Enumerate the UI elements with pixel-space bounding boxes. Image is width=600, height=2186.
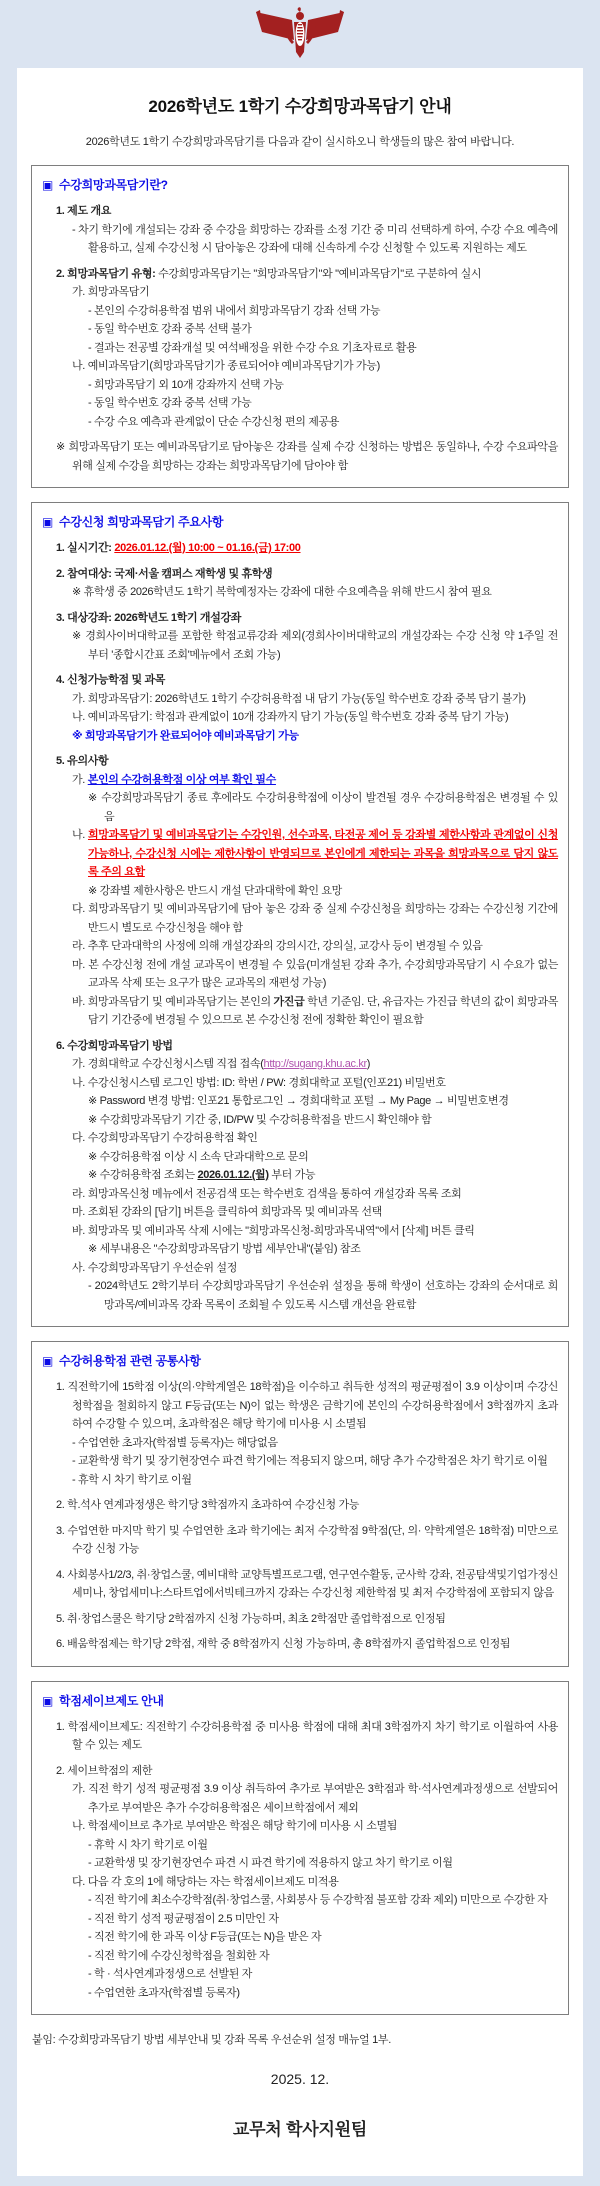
attachment-note: 붙임: 수강희망과목담기 방법 세부안내 및 강좌 목록 우선순위 설정 매뉴얼 1부. (32, 2034, 391, 2046)
text-line (42, 937, 558, 956)
text-line (42, 1891, 558, 1910)
text-line (42, 265, 558, 284)
section-title: 수강신청 희망과목담기 주요사항 (59, 515, 224, 529)
text-line (42, 1111, 558, 1130)
section-title: 수강허용학점 관련 공통사항 (59, 1354, 201, 1368)
text-segment: ※ 강좌별 제한사항은 반드시 개설 단과대학에 확인 요망 (88, 884, 342, 897)
text-segment: - 교환학생 및 장기현장연수 파견 시 파견 학기에 적용하지 않고 차기 학기로 이월 (88, 1857, 453, 1869)
text-line (42, 690, 558, 709)
text-segment: - 직전 학기에 수강신청학점을 철회한 자 (88, 1949, 270, 1962)
text-segment: 나. 예비과목담기(희망과목담기가 종료되어야 예비과목담기가 가능) (72, 360, 380, 372)
section-key-details (31, 502, 569, 1327)
text-line (42, 1037, 558, 1056)
section-title: 학점세이브제도 안내 (59, 1693, 164, 1708)
text-line (42, 1873, 558, 1892)
text-line (42, 1434, 558, 1453)
text-line (42, 1965, 558, 1984)
text-line (42, 1762, 558, 1781)
text-segment: ※ 희망과목담기 또는 예비과목담기로 담아놓은 강좌를 실제 수강 신청하는 방법은 동일하나, 수강 수요파악을 위해 실제 수강을 희망하는 강좌는 희망과목담기에 담아야 함 (56, 441, 558, 472)
text-line (42, 1259, 558, 1278)
text-segment: - 수강 수요 예측과 관계없이 단순 수강신청 편의 제공용 (88, 415, 340, 428)
text-line (42, 1203, 558, 1222)
text-segment: - 휴학 시 차기 학기로 이월 (88, 1838, 208, 1851)
text-line (42, 1928, 558, 1947)
text-line (42, 956, 558, 993)
text-line (42, 752, 558, 771)
text-segment: 2026.01.12.(월) 10:00 ~ 01.16.(금) 17:00 (114, 542, 301, 554)
text-segment: 가. 희망과목담기: 2026학년도 1학기 수강허용학점 내 담기 가능(동일 학수번호 강좌 중복 담기 불가) (72, 692, 526, 705)
text-segment: 마. 조회된 강좌의 [담기] 버튼을 클릭하여 희망과목 및 예비과목 선택 (72, 1206, 382, 1218)
text-segment: 다. 수강희망과목담기 수강허용학점 확인 (72, 1132, 258, 1144)
text-segment: - 동일 학수번호 강좌 중복 선택 가능 (88, 397, 252, 409)
section-body (42, 1718, 558, 2003)
text-line (42, 1522, 558, 1559)
text-segment: - 동일 학수번호 강좌 중복 선택 불가 (88, 323, 252, 335)
text-line (42, 376, 558, 395)
text-segment: ※ 수강허용학점 조회는 (88, 1169, 198, 1181)
text-line (42, 1984, 558, 2003)
issuing-team: 교무처 학사지원팀 (232, 2120, 368, 2139)
text-segment: 4. 사회봉사1/2/3, 취·창업스쿨, 예비대학 교양특별프로그램, 연구연수활동, 군사학 강좌, 전공탐색및기업가정신 세미나, 창업세미나:스타트업에서빅테크까지 강좌는 수강신청 제한학점 및 최저 수강학점에 포함되지 않음 (56, 1568, 558, 1599)
text-segment: 1. 제도 개요 (56, 205, 111, 217)
text-segment: - 차기 학기에 개설되는 강좌 중 수강을 희망하는 강좌를 소정 기간 중 미리 선택하게 하여, 수강 수요 예측에 활용하고, 실제 수강신청 시 담아놓은 강좌에 대해 신속하게 수강 신청할 수 있도록 지원하는 제도 (72, 223, 558, 254)
text-line (42, 302, 558, 321)
text-line (42, 394, 558, 413)
text-segment: - 직전 학기에 한 과목 이상 F등급(또는 N)을 받은 자 (88, 1931, 322, 1943)
text-line (42, 1610, 558, 1629)
text-line (42, 1055, 558, 1074)
text-line (42, 1947, 558, 1966)
section-credit-save (31, 1681, 569, 2016)
text-line (42, 583, 558, 602)
text-line (42, 727, 558, 746)
text-segment: 다. 희망과목담기 및 예비과목담기에 담아 놓은 강좌 중 실제 수강신청을 희망하는 강좌는 수강신청 기간에 반드시 별도로 수강신청을 해야 함 (72, 903, 558, 934)
text-line (42, 339, 558, 358)
text-segment: ※ 희망과목담기가 완료되어야 예비과목담기 가능 (72, 729, 299, 742)
text-segment: 가. 경희대학교 수강신청시스템 직접 접속( (72, 1058, 264, 1070)
square-bullet-icon: ▣ (42, 515, 54, 529)
text-segment: 1. 실시기간: (56, 542, 115, 554)
text-line (42, 1854, 558, 1873)
text-line (42, 1471, 558, 1490)
text-segment: 6. 수강희망과목담기 방법 (56, 1039, 173, 1052)
text-segment: 6. 배움학점제는 학기당 2학점, 재학 중 8학점까지 신청 가능하며, 총 8학점까지 졸업학점으로 인정됨 (56, 1638, 511, 1650)
text-segment: ※ 세부내용은 "수강희망과목담기 방법 세부안내"(붙임) 참조 (88, 1243, 361, 1255)
text-line (42, 708, 558, 727)
text-segment: 2. 참여대상: 국제·서울 캠퍼스 재학생 및 휴학생 (56, 567, 273, 580)
text-line (42, 1836, 558, 1855)
notice-document (17, 68, 583, 2176)
text-segment: ※ 수강희망과목담기 기간 중, ID/PW 및 수강허용학점을 반드시 확인해야 함 (88, 1113, 432, 1126)
section-heading (42, 513, 558, 530)
text-segment: - 희망과목담기 외 10개 강좌까지 선택 가능 (88, 378, 284, 391)
text-segment: 가진급 (273, 995, 305, 1008)
section-heading (42, 1352, 558, 1369)
text-segment: - 본인의 수강허용학점 범위 내에서 희망과목담기 강좌 선택 가능 (88, 304, 381, 317)
text-line (42, 1635, 558, 1654)
text-line (42, 1166, 558, 1185)
text-segment: 나. 학점세이브로 추가로 부여받은 학점은 해당 학기에 미사용 시 소멸됨 (72, 1820, 398, 1832)
text-segment: 마. 본 수강신청 전에 개설 교과목이 변경될 수 있음(미개설된 강좌 추가, 수강희망과목담기 시 수요가 없는 교과목 삭제 또는 요구가 많은 교과목의 재편성 가능) (72, 958, 558, 989)
section-heading (42, 1692, 558, 1709)
page-title: 2026학년도 1학기 수강희망과목담기 안내 (148, 97, 452, 116)
text-segment: 1. 직전학기에 15학점 이상(의·약학계열은 18학점)을 이수하고 취득한 성적의 평균평점이 3.9 이상이며 수강신청학점을 철회하지 않고 F등급(또는 N)이 없는 학생은 금학기에 본인의 수강허용학점에서 3학점까지 초과하여 수강할 수 있으며, 초과학점은 해당 학기에 미사용 시 소멸됨 (56, 1381, 558, 1430)
section-credit-limits (31, 1341, 569, 1667)
text-line (42, 1240, 558, 1259)
text-segment: 수강희망과목담기는 "희망과목담기"와 "예비과목담기"로 구분하여 실시 (155, 267, 482, 280)
text-segment: 희망과목담기 및 예비과목담기는 수강인원, 선수과목, 타전공 제어 등 강좌별 제한사항과 관계없이 신청 가능하나, 수강신청 시에는 제한사항이 반영되므로 본인에게 제한되는 과목을 희망과목으로 담지 않도록 주의 요함 (87, 829, 558, 878)
text-segment: 본인의 수강허용학점 이상 여부 확인 필수 (87, 773, 276, 786)
text-segment: 5. 유의사항 (56, 755, 109, 767)
square-bullet-icon: ▣ (42, 1354, 54, 1368)
text-line (42, 993, 558, 1030)
text-line (42, 565, 558, 584)
sugang-system-link[interactable]: http://sugang.khu.ac.kr (263, 1058, 367, 1070)
text-segment: 3. 수업연한 마지막 학기 및 수업연한 초과 학기에는 최저 수강학점 9학점(단, 의· 약학계열은 18학점) 미만으로 수강 신청 가능 (56, 1524, 558, 1555)
text-segment: 바. 희망과목담기 및 예비과목담기는 본인의 (72, 995, 274, 1008)
text-line (42, 1378, 558, 1434)
text-segment: 가. (72, 773, 88, 786)
text-line (42, 671, 558, 690)
text-line (42, 1780, 558, 1817)
text-line (42, 826, 558, 882)
text-line (42, 1129, 558, 1148)
text-line (42, 539, 558, 558)
section-title: 수강희망과목담기란? (59, 178, 168, 192)
text-segment: - 수업연한 초과자(학점별 등록자) (88, 1986, 240, 1999)
text-segment: ※ 수강희망과목담기 종료 후에라도 수강허용학점에 이상이 발견될 경우 수강허용학점은 변경될 수 있음 (88, 792, 558, 823)
text-segment: 라. 추후 단과대학의 사정에 의해 개설강좌의 강의시간, 강의실, 교강사 등이 변경될 수 있음 (72, 940, 483, 952)
text-segment: ※ Password 변경 방법: 인포21 통합로그인 → 경희대학교 포털 → My Page → 비밀번호변경 (88, 1095, 509, 1107)
text-segment: 나. (72, 829, 88, 841)
text-line (42, 882, 558, 901)
text-segment: - 수업연한 초과자(학점별 등록자)는 해당없음 (72, 1436, 278, 1449)
text-segment: 나. 수강신청시스템 로그인 방법: ID: 학번 / PW: 경희대학교 포털(인포21) 비밀번호 (72, 1076, 446, 1089)
text-line (42, 609, 558, 628)
text-segment: 3. 대상강좌: 2026학년도 1학기 개설강좌 (56, 611, 242, 624)
intro-text: 2026학년도 1학기 수강희망과목담기를 다음과 같이 실시하오니 학생들의 많은 참여 바랍니다. (85, 136, 515, 148)
text-line (42, 771, 558, 790)
text-line (42, 413, 558, 432)
text-segment: - 결과는 전공별 강좌개설 및 여석배정을 위한 수강 수요 기초자료로 활용 (88, 341, 417, 354)
text-segment: 다. 다음 각 호의 1에 해당하는 자는 학점세이브제도 미적용 (72, 1875, 339, 1888)
text-segment: 사. 수강희망과목담기 우선순위 설정 (72, 1261, 237, 1274)
text-line (42, 1222, 558, 1241)
emblem-area (0, 6, 600, 64)
text-line (42, 202, 558, 221)
text-segment: ※ 수강허용학점 이상 시 소속 단과대학으로 문의 (88, 1150, 309, 1163)
text-line (42, 1074, 558, 1093)
text-segment: - 직전 학기 성적 평균평점이 2.5 미만인 자 (88, 1912, 279, 1925)
text-line (42, 438, 558, 475)
text-segment: - 2024학년도 2학기부터 수강희망과목담기 우선순위 설정을 통해 학생이 선호하는 강좌의 순서대로 희망과목/예비과목 강좌 목록이 조회될 수 있도록 시스템 개선을 완료함 (88, 1280, 558, 1311)
text-segment: 5. 취·창업스쿨은 학기당 2학점까지 신청 가능하며, 최초 2학점만 졸업학점으로 인정됨 (56, 1612, 446, 1625)
text-line (42, 1496, 558, 1515)
text-segment: 나. 예비과목담기: 학점과 관계없이 10개 강좌까지 담기 가능(동일 학수번호 강좌 중복 담기 가능) (72, 711, 509, 723)
text-segment: 바. 희망과목 및 예비과목 삭제 시에는 "희망과목신청-희망과목내역"에서 [삭제] 버튼 클릭 (72, 1224, 475, 1237)
square-bullet-icon: ▣ (42, 178, 54, 192)
text-line (42, 221, 558, 258)
section-body (42, 1378, 558, 1654)
text-line (42, 627, 558, 664)
text-line (42, 283, 558, 302)
text-segment: - 교환학생 학기 및 장기현장연수 파견 학기에는 적용되지 않으며, 해당 추가 수강학점은 차기 학기로 이월 (72, 1455, 548, 1467)
text-line (42, 1092, 558, 1111)
section-body (42, 202, 558, 475)
section-body (42, 539, 558, 1314)
text-segment: 학년 기준임. 단, 유급자는 가진급 학년의 값이 희망과목담기 기간중에 변경될 수 있으므로 본 수강신청 전에 정확한 확인이 필요함 (88, 995, 558, 1026)
text-segment: 1. 학점세이브제도: 직전학기 수강허용학점 중 미사용 학점에 대해 최대 3학점까지 차기 학기로 이월하여 사용할 수 있는 제도 (56, 1720, 558, 1751)
text-segment: ※ 경희사이버대학교를 포함한 학점교류강좌 제외(경희사이버대학교의 개설강좌는 수강 신청 약 1주일 전부터 '종합시간표 조회'메뉴에서 조회 가능) (72, 630, 558, 661)
text-line (42, 1718, 558, 1755)
text-line (42, 1566, 558, 1603)
text-segment: ※ 휴학생 중 2026학년도 1학기 복학예정자는 강좌에 대한 수요예측을 위해 반드시 참여 필요 (72, 586, 492, 598)
issue-date: 2025. 12. (270, 2071, 330, 2087)
text-line (42, 1148, 558, 1167)
text-segment: 2. 희망과목담기 유형: (56, 267, 156, 280)
section-about-wishlist (31, 165, 569, 488)
text-line (42, 1910, 558, 1929)
text-segment: - 휴학 시 차기 학기로 이월 (72, 1473, 192, 1486)
text-line (42, 320, 558, 339)
text-segment: ) (366, 1058, 371, 1070)
text-segment: 가. 희망과목담기 (72, 286, 150, 298)
square-bullet-icon: ▣ (42, 1693, 54, 1708)
text-segment: 2. 학.석사 연계과정생은 학기당 3학점까지 초과하여 수강신청 가능 (56, 1499, 360, 1511)
text-segment: 부터 가능 (268, 1169, 316, 1181)
text-segment: 2026.01.12.(월) (197, 1169, 269, 1181)
text-segment: 4. 신청가능학점 및 과목 (56, 674, 166, 686)
text-segment: - 직전 학기에 최소수강학점(취·창업스쿨, 사회봉사 등 수강학점 불포함 강좌 제외) 미만으로 수강한 자 (88, 1894, 548, 1906)
text-segment: - 학 · 석사연계과정생으로 선발된 자 (88, 1968, 253, 1980)
text-line (42, 1452, 558, 1471)
section-heading (42, 176, 558, 193)
text-segment: 2. 세이브학점의 제한 (56, 1764, 153, 1777)
text-line (42, 900, 558, 937)
text-segment: 가. 직전 학기 성적 평균평점 3.9 이상 취득하여 추가로 부여받은 3학점과 학·석사연계과정생으로 선발되어 추가로 부여받은 추가 수강허용학점은 세이브학점에서 제외 (72, 1783, 558, 1814)
kyunghee-university-emblem (248, 6, 352, 62)
text-line (42, 789, 558, 826)
text-line (42, 1185, 558, 1204)
text-line (42, 1277, 558, 1314)
text-segment: 라. 희망과목신청 메뉴에서 전공검색 또는 학수번호 검색을 통하여 개설강좌 목록 조회 (72, 1187, 462, 1200)
text-line (42, 1817, 558, 1836)
text-line (42, 357, 558, 376)
